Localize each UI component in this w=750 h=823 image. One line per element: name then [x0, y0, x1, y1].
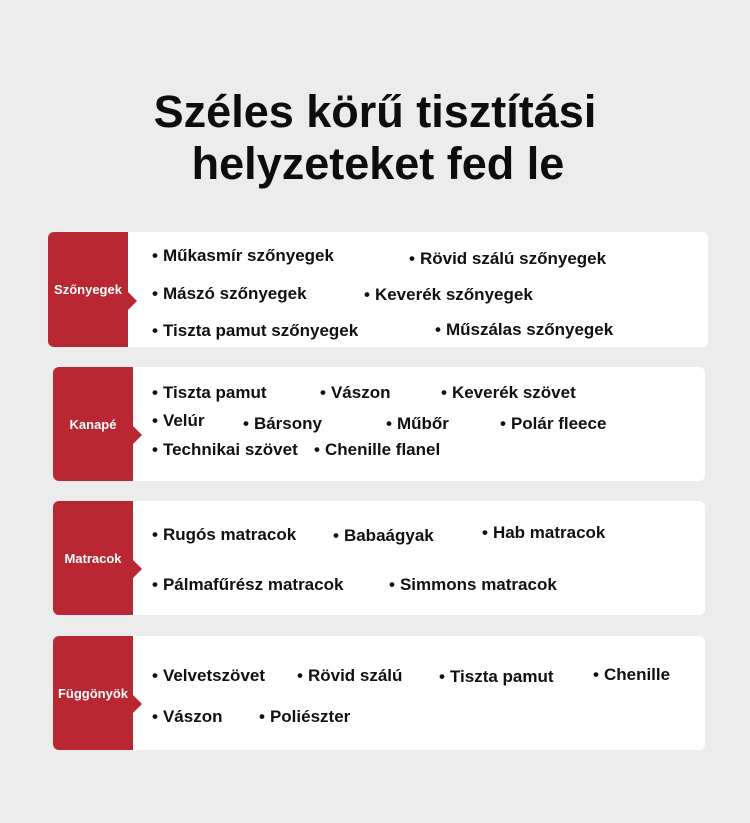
list-item: • Hab matracok	[482, 523, 606, 542]
bullet-icon: •	[152, 525, 158, 544]
bullet-icon: •	[500, 414, 506, 433]
bullet-icon: •	[152, 666, 158, 685]
list-item: • Chenille	[593, 665, 671, 684]
page-title-line-1: Széles körű tisztítási	[153, 86, 597, 137]
page-title-line-2: helyzeteket fed le	[191, 138, 565, 189]
bullet-icon: •	[435, 320, 441, 339]
section-tag-mattresses: Matracok	[53, 501, 133, 615]
bullet-icon: •	[314, 440, 320, 459]
bullet-icon: •	[439, 667, 445, 686]
list-item: • Tiszta pamut	[152, 383, 267, 402]
bullet-icon: •	[152, 321, 158, 340]
list-item: • Műkasmír szőnyegek	[152, 246, 334, 265]
bullet-icon: •	[297, 666, 303, 685]
list-item: • Chenille flanel	[314, 440, 441, 459]
list-item: • Keverék szövet	[441, 383, 576, 402]
bullet-icon: •	[152, 383, 158, 402]
bullet-icon: •	[593, 665, 599, 684]
list-item: • Vászon	[152, 707, 223, 726]
bullet-icon: •	[152, 707, 158, 726]
bullet-icon: •	[152, 440, 158, 459]
list-item: • Bársony	[243, 414, 322, 433]
list-item: • Rövid szálú szőnyegek	[409, 249, 607, 268]
bullet-icon: •	[152, 575, 158, 594]
bullet-icon: •	[389, 575, 395, 594]
bullet-icon: •	[409, 249, 415, 268]
section-card-carpets	[48, 232, 708, 347]
list-item: • Tiszta pamut	[439, 667, 554, 686]
list-item: • Pálmafűrész matracok	[152, 575, 344, 594]
section-card-curtains	[53, 636, 705, 750]
list-item: • Műbőr	[386, 414, 449, 433]
list-item: • Rövid szálú	[297, 666, 403, 685]
section-card-sofa	[53, 367, 705, 481]
list-item: • Műszálas szőnyegek	[435, 320, 614, 339]
bullet-icon: •	[152, 246, 158, 265]
list-item: • Technikai szövet	[152, 440, 298, 459]
list-item: • Polár fleece	[500, 414, 607, 433]
bullet-icon: •	[152, 411, 158, 430]
list-item: • Velúr	[152, 411, 205, 430]
section-tag-curtains: Függönyök	[53, 636, 133, 750]
bullet-icon: •	[259, 707, 265, 726]
list-item: • Mászó szőnyegek	[152, 284, 307, 303]
list-item: • Rugós matracok	[152, 525, 297, 544]
bullet-icon: •	[482, 523, 488, 542]
bullet-icon: •	[152, 284, 158, 303]
list-item: • Tiszta pamut szőnyegek	[152, 321, 359, 340]
bullet-icon: •	[320, 383, 326, 402]
bullet-icon: •	[386, 414, 392, 433]
bullet-icon: •	[333, 526, 339, 545]
list-item: • Vászon	[320, 383, 391, 402]
section-tag-sofa: Kanapé	[53, 367, 133, 481]
section-card-mattresses	[53, 501, 705, 615]
section-tag-carpets: Szőnyegek	[48, 232, 128, 347]
list-item: • Velvetszövet	[152, 666, 266, 685]
bullet-icon: •	[364, 285, 370, 304]
list-item: • Simmons matracok	[389, 575, 557, 594]
bullet-icon: •	[243, 414, 249, 433]
list-item: • Poliészter	[259, 707, 351, 726]
bullet-icon: •	[441, 383, 447, 402]
list-item: • Babaágyak	[333, 526, 434, 545]
list-item: • Keverék szőnyegek	[364, 285, 533, 304]
